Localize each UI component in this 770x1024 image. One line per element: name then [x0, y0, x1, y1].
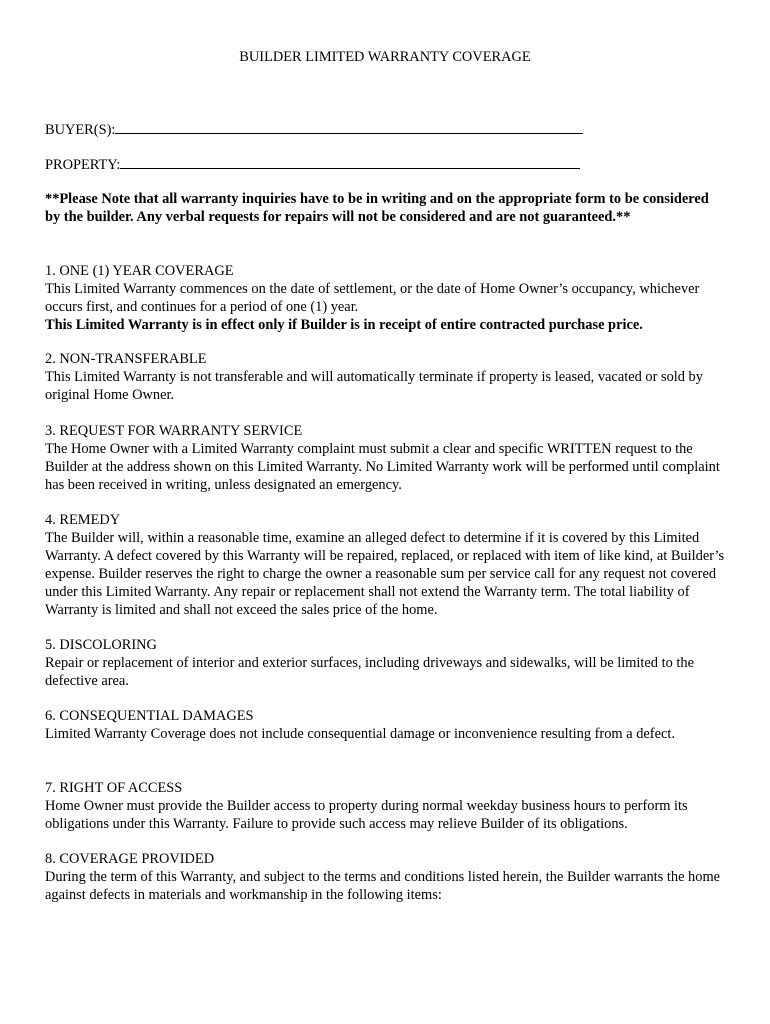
section-4 [45, 511, 725, 619]
section-6 [45, 707, 725, 743]
section-body: The Home Owner with a Limited Warranty complaint must submit a clear and specific WRITTEN request to the Builder at the address shown on this Limited Warranty. No Limited Warranty work will be performed until complaint has been received in writing, unless designated an emergency. [45, 441, 720, 493]
section-heading: 4. REMEDY [45, 512, 121, 528]
section-5 [45, 636, 725, 690]
page-title: BUILDER LIMITED WARRANTY COVERAGE [239, 49, 531, 65]
section-2 [45, 350, 725, 404]
section-bold-note: This Limited Warranty is in effect only if Builder is in receipt of entire contracted purchase price. [45, 317, 643, 333]
warranty-note: **Please Note that all warranty inquiries have to be in writing and on the appropriate form to be considered by the builder. Any verbal requests for repairs will not be considered and are not guaranteed.** [45, 191, 709, 225]
section-body: This Limited Warranty commences on the date of settlement, or the date of Home Owner’s occupancy, whichever occurs first, and continues for a period of one (1) year. [45, 281, 700, 315]
section-3 [45, 422, 725, 494]
section-7 [45, 779, 725, 833]
section-body: The Builder will, within a reasonable time, examine an alleged defect to determine if it is covered by this Limited Warranty. A defect covered by this Warranty will be repaired, replaced, or replaced with item of like kind, at Builder’s expense. Builder reserves the right to charge the owner a reasonable sum per service call for any request not covered under this Limited Warranty. Any repair or replacement shall not extend the Warranty term. The total liability of Warranty is limited and shall not exceed the sales price of the home. [45, 530, 725, 618]
property-blank-line[interactable] [120, 154, 580, 169]
section-body: Repair or replacement of interior and exterior surfaces, including driveways and sidewalks, will be limited to the defective area. [45, 655, 694, 689]
section-body: Home Owner must provide the Builder access to property during normal weekday business hours to perform its obligations under this Warranty. Failure to provide such access may relieve Builder of its obligations. [45, 798, 688, 832]
section-heading: 8. COVERAGE PROVIDED [45, 851, 215, 867]
section-body: During the term of this Warranty, and subject to the terms and conditions listed herein, the Builder warrants the home against defects in materials and workmanship in the following items: [45, 869, 721, 903]
section-heading: 6. CONSEQUENTIAL DAMAGES [45, 708, 254, 724]
section-heading: 7. RIGHT OF ACCESS [45, 780, 183, 796]
section-heading: 3. REQUEST FOR WARRANTY SERVICE [45, 423, 303, 439]
buyers-label: BUYER(S): [45, 122, 116, 138]
property-label: PROPERTY: [45, 157, 121, 173]
buyers-field[interactable] [45, 119, 583, 139]
section-8 [45, 850, 725, 904]
section-1 [45, 262, 725, 334]
section-heading: 5. DISCOLORING [45, 637, 157, 653]
property-field[interactable] [45, 154, 580, 174]
section-heading: 1. ONE (1) YEAR COVERAGE [45, 263, 234, 279]
section-body: This Limited Warranty is not transferable and will automatically terminate if property is leased, vacated or sold by original Home Owner. [45, 369, 703, 403]
section-heading: 2. NON-TRANSFERABLE [45, 351, 207, 367]
buyers-blank-line[interactable] [115, 119, 583, 134]
section-body: Limited Warranty Coverage does not include consequential damage or inconvenience resulting from a defect. [45, 726, 675, 742]
